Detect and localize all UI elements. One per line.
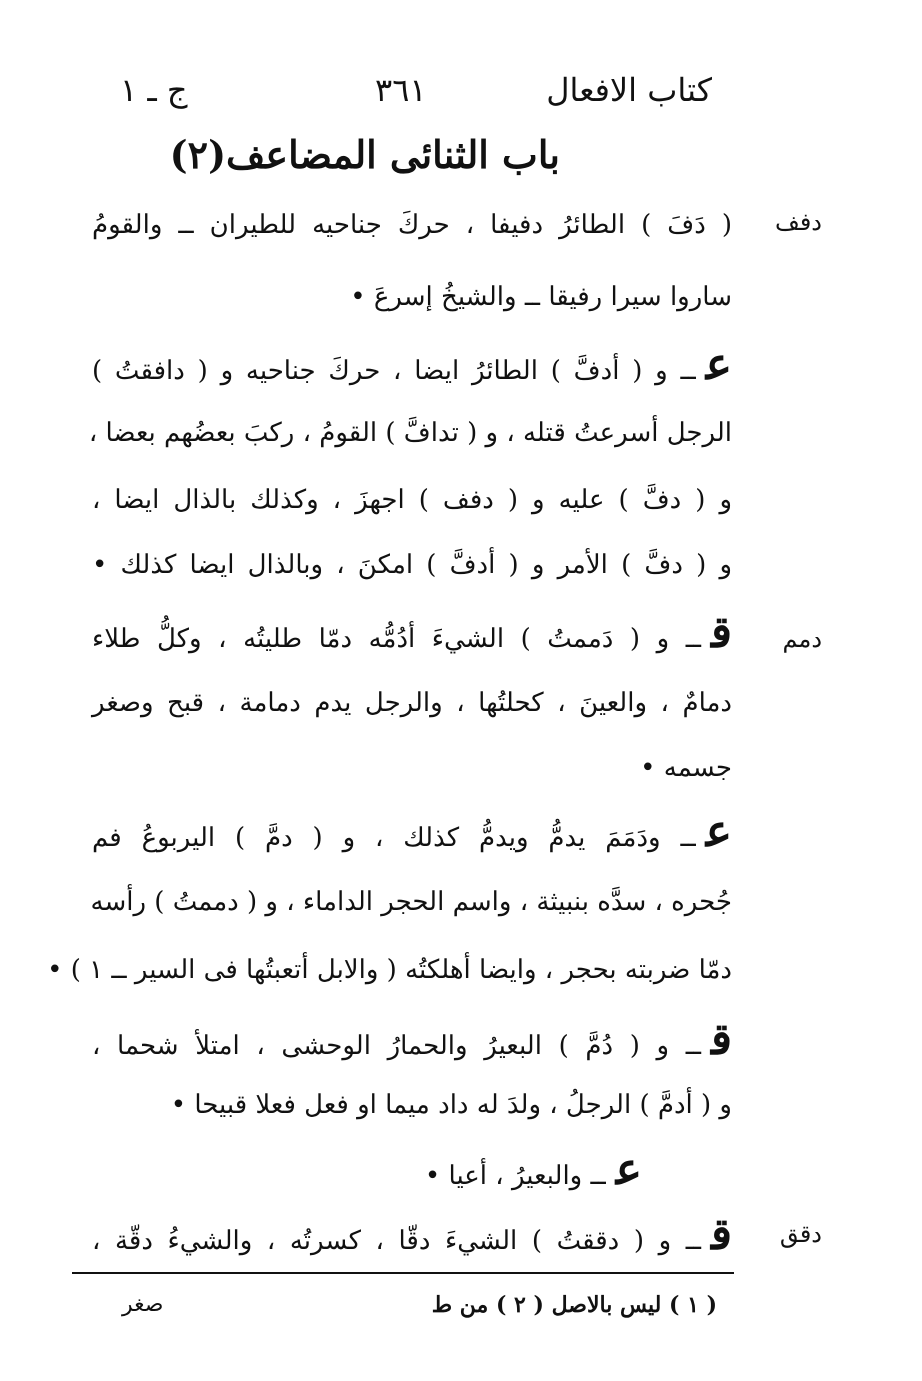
root-word-daff: دفف [774,208,822,236]
footnote-divider [72,1272,734,1274]
text-line: عــ ودَمَمَ يدمُّ ويدمُّ كذلك ، و ( دمَّ ) اليربوعُ فم [92,806,732,857]
text-line: جُحره ، سدَّه بنبيثة ، واسم الحجر الداماء ، و ( دممتُ ) رأسه [90,887,732,917]
source-marker: ع [705,339,732,390]
text-line: قــ و ( دَممتُ ) الشيءَ أدُمُّه دمّا طليتُه ، وكلُّ طلاء [92,607,732,658]
page-number: ٣٦١ [375,71,427,109]
book-title: كتاب الافعال [546,71,712,109]
text-line: دمامٌ ، والعينَ ، كحلتُها ، والرجل يدم دمامة ، قبح وصغر [92,688,732,718]
source-marker: ع [705,806,732,857]
text-line: عــ والبعيرُ ، أعيا • [424,1144,642,1195]
text-line: ( دَفَ ) الطائرُ دفيفا ، حركَ جناحيه للطيران ــ والقومُ [92,210,732,240]
root-word-damm: دمم [782,625,822,653]
text-line: عــ و ( أدفَّ ) الطائرُ ايضا ، حركَ جناحيه و ( دافقتُ ) [92,339,732,390]
text-line: جسمه • [640,753,732,783]
text-line: و ( دفَّ ) الأمر و ( أدفَّ ) امكنَ ، وبالذال ايضا كذلك • [92,550,732,580]
text-line: و ( دفَّ ) عليه و ( دفف ) اجهزَ ، وكذلك بالذال ايضا ، [92,485,732,515]
source-marker: ع [615,1144,642,1195]
source-marker: ق [710,607,732,658]
volume-label: ج ـ ١ [120,71,188,109]
section-title: باب الثنائى المضاعف(٢) [169,132,560,177]
text-line: و ( أدمَّ ) الرجلُ ، ولدَ له داد ميما او فعل فعلا قبيحا • [170,1090,732,1120]
catchword: صغر [122,1292,164,1317]
text-line: الرجل أسرعتُ قتله ، و ( تدافَّ ) القومُ ، ركبَ بعضُهم بعضا ، [88,418,732,448]
root-word-daqq: دقق [779,1220,822,1248]
footnote: ( ١ ) ليس بالاصل ( ٢ ) من ط [431,1292,717,1318]
text-line: قــ و ( دققتُ ) الشيءَ دقّا ، كسرتُه ، والشيءُ دقّة ، [92,1209,732,1260]
text-line: ساروا سيرا رفيقا ــ والشيخُ إسرعَ • [350,282,732,312]
source-marker: ق [710,1014,732,1065]
source-marker: ق [710,1209,732,1260]
text-line: دمّا ضربته بحجر ، وايضا أهلكتُه ( والابل أتعبتُها فى السير ــ ١ ) • [47,955,732,985]
text-line: قــ و ( دُمَّ ) البعيرُ والحمارُ الوحشى ، امتلأ شحما ، [92,1014,732,1065]
